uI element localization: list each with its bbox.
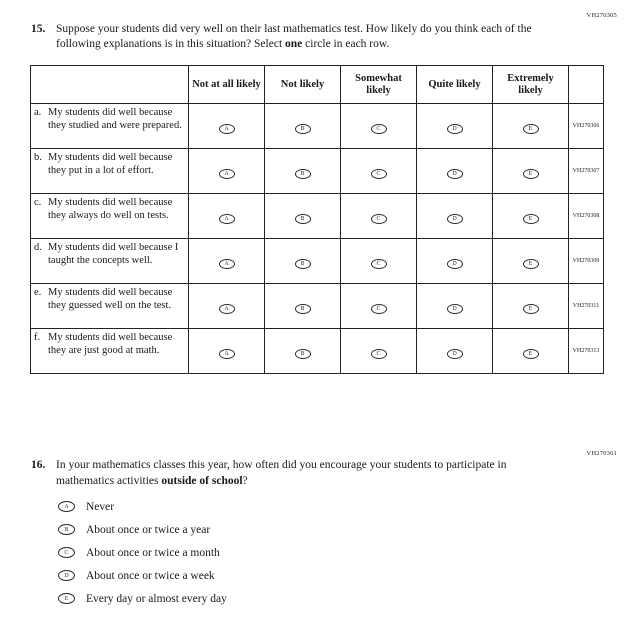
bubble-letter: A (224, 126, 229, 133)
bubble-letter: C (376, 126, 381, 133)
bubble-letter: D (452, 261, 457, 268)
question-15-text (56, 22, 564, 52)
stub-header (31, 66, 189, 104)
bubble-letter: B (300, 261, 305, 268)
answer-bubble-f2[interactable] (295, 349, 311, 359)
option-once-twice-year[interactable] (58, 524, 633, 536)
q16-text-bold: outside of school (161, 474, 243, 487)
question-16-number: 16. (31, 459, 46, 472)
answer-bubble-f1[interactable] (219, 349, 235, 359)
table-row-a (31, 104, 604, 149)
option-every-day[interactable] (58, 593, 633, 605)
table-row-d (31, 239, 604, 284)
bubble-letter: E (528, 261, 533, 268)
table-header-row (31, 66, 604, 104)
bubble-letter: D (452, 351, 457, 358)
option-never[interactable] (58, 501, 633, 513)
column-header-not-at-all: Not at all likely (189, 66, 265, 104)
bubble-letter: A (64, 503, 69, 510)
option-bubble[interactable] (58, 593, 75, 604)
form-code-q15: VH270305 (586, 12, 617, 19)
option-label: About once or twice a month (86, 546, 220, 559)
bubble-letter: E (528, 306, 533, 313)
row-text: My students did well because they guessed well on the test. (48, 287, 173, 311)
option-label: Every day or almost every day (86, 592, 227, 605)
bubble-letter: E (64, 595, 69, 602)
bubble-letter: D (452, 171, 457, 178)
question-16 (31, 458, 633, 488)
q15-text-after: circle in each row. (302, 38, 390, 51)
column-header-not-likely: Not likely (265, 66, 341, 104)
option-once-twice-week[interactable] (58, 570, 633, 582)
option-bubble[interactable] (58, 547, 75, 558)
code-column-header (569, 66, 604, 104)
row-code: VH270307 (569, 149, 604, 194)
row-code: VH270309 (569, 239, 604, 284)
bubble-letter: C (376, 171, 381, 178)
bubble-letter: A (224, 261, 229, 268)
answer-bubble-c3[interactable] (371, 214, 387, 224)
row-code: VH270311 (569, 284, 604, 329)
table-row-c (31, 194, 604, 239)
bubble-letter: C (376, 351, 381, 358)
row-text: My students did well because they put in a lot of effort. (48, 152, 173, 176)
row-letter: b. (34, 152, 42, 164)
table-row-b (31, 149, 604, 194)
bubble-letter: C (64, 549, 69, 556)
q16-options (58, 501, 633, 605)
bubble-letter: B (300, 216, 305, 223)
answer-bubble-a3[interactable] (371, 124, 387, 134)
bubble-letter: E (528, 171, 533, 178)
answer-bubble-b2[interactable] (295, 169, 311, 179)
answer-bubble-a2[interactable] (295, 124, 311, 134)
row-code: VH270313 (569, 329, 604, 374)
bubble-letter: D (452, 216, 457, 223)
row-letter: c. (34, 197, 42, 209)
answer-bubble-f3[interactable] (371, 349, 387, 359)
question-15 (31, 0, 633, 52)
row-text: My students did well because they always do well on tests. (48, 197, 173, 221)
option-label: About once or twice a week (86, 569, 215, 582)
bubble-letter: E (528, 216, 533, 223)
answer-bubble-f5[interactable] (523, 349, 539, 359)
table-row-e (31, 284, 604, 329)
answer-bubble-a1[interactable] (219, 124, 235, 134)
q15-text-bold: one (285, 38, 303, 51)
answer-bubble-a4[interactable] (447, 124, 463, 134)
column-header-extremely: Extremely likely (493, 66, 569, 104)
q15-text-before: Suppose your students did very well on their last mathematics test. How likely do you think each of the following explanations is in this situation? Select (56, 23, 532, 51)
bubble-letter: B (300, 351, 305, 358)
bubble-letter: C (376, 216, 381, 223)
bubble-letter: A (224, 216, 229, 223)
row-code: VH270308 (569, 194, 604, 239)
bubble-letter: A (224, 171, 229, 178)
bubble-letter: C (376, 306, 381, 313)
bubble-letter: D (452, 306, 457, 313)
row-letter: e. (34, 287, 42, 299)
row-text: My students did well because they are just good at math. (48, 332, 173, 356)
answer-bubble-c1[interactable] (219, 214, 235, 224)
row-code: VH270306 (569, 104, 604, 149)
bubble-letter: B (300, 126, 305, 133)
bubble-letter: B (300, 171, 305, 178)
option-label: Never (86, 500, 115, 513)
answer-bubble-d2[interactable] (295, 259, 311, 269)
answer-bubble-e3[interactable] (371, 304, 387, 314)
option-label: About once or twice a year (86, 523, 211, 536)
bubble-letter: B (300, 306, 305, 313)
row-letter: d. (34, 242, 42, 254)
row-letter: a. (34, 107, 42, 119)
likert-table (30, 65, 604, 374)
column-header-quite: Quite likely (417, 66, 493, 104)
bubble-letter: E (528, 126, 533, 133)
bubble-letter: D (452, 126, 457, 133)
question-15-number: 15. (31, 23, 46, 35)
bubble-letter: E (528, 351, 533, 358)
q16-text-before: In your mathematics classes this year, how often did you encourage your students to participate in mathematics activities (56, 459, 507, 487)
bubble-letter: A (224, 351, 229, 358)
answer-bubble-d3[interactable] (371, 259, 387, 269)
answer-bubble-d4[interactable] (447, 259, 463, 269)
option-once-twice-month[interactable] (58, 547, 633, 559)
answer-bubble-c5[interactable] (523, 214, 539, 224)
column-header-somewhat: Somewhat likely (341, 66, 417, 104)
q16-text-after: ? (242, 474, 248, 487)
answer-bubble-c2[interactable] (295, 214, 311, 224)
answer-bubble-b5[interactable] (523, 169, 539, 179)
bubble-letter: B (64, 526, 69, 533)
answer-bubble-d5[interactable] (523, 259, 539, 269)
option-bubble[interactable] (58, 524, 75, 535)
answer-bubble-e2[interactable] (295, 304, 311, 314)
answer-bubble-b3[interactable] (371, 169, 387, 179)
bubble-letter: A (224, 306, 229, 313)
row-text: My students did well because I taught the concepts well. (48, 242, 179, 266)
form-code-q16: VH270361 (586, 450, 617, 457)
bubble-letter: C (376, 261, 381, 268)
answer-bubble-e1[interactable] (219, 304, 235, 314)
bubble-letter: D (64, 572, 69, 579)
answer-bubble-e5[interactable] (523, 304, 539, 314)
option-bubble[interactable] (58, 570, 75, 581)
question-16-text (56, 458, 564, 488)
answer-bubble-f4[interactable] (447, 349, 463, 359)
answer-bubble-c4[interactable] (447, 214, 463, 224)
answer-bubble-b1[interactable] (219, 169, 235, 179)
option-bubble[interactable] (58, 501, 75, 512)
row-text: My students did well because they studied and were prepared. (48, 107, 182, 131)
answer-bubble-b4[interactable] (447, 169, 463, 179)
answer-bubble-e4[interactable] (447, 304, 463, 314)
answer-bubble-d1[interactable] (219, 259, 235, 269)
answer-bubble-a5[interactable] (523, 124, 539, 134)
row-letter: f. (34, 332, 41, 344)
table-row-f (31, 329, 604, 374)
